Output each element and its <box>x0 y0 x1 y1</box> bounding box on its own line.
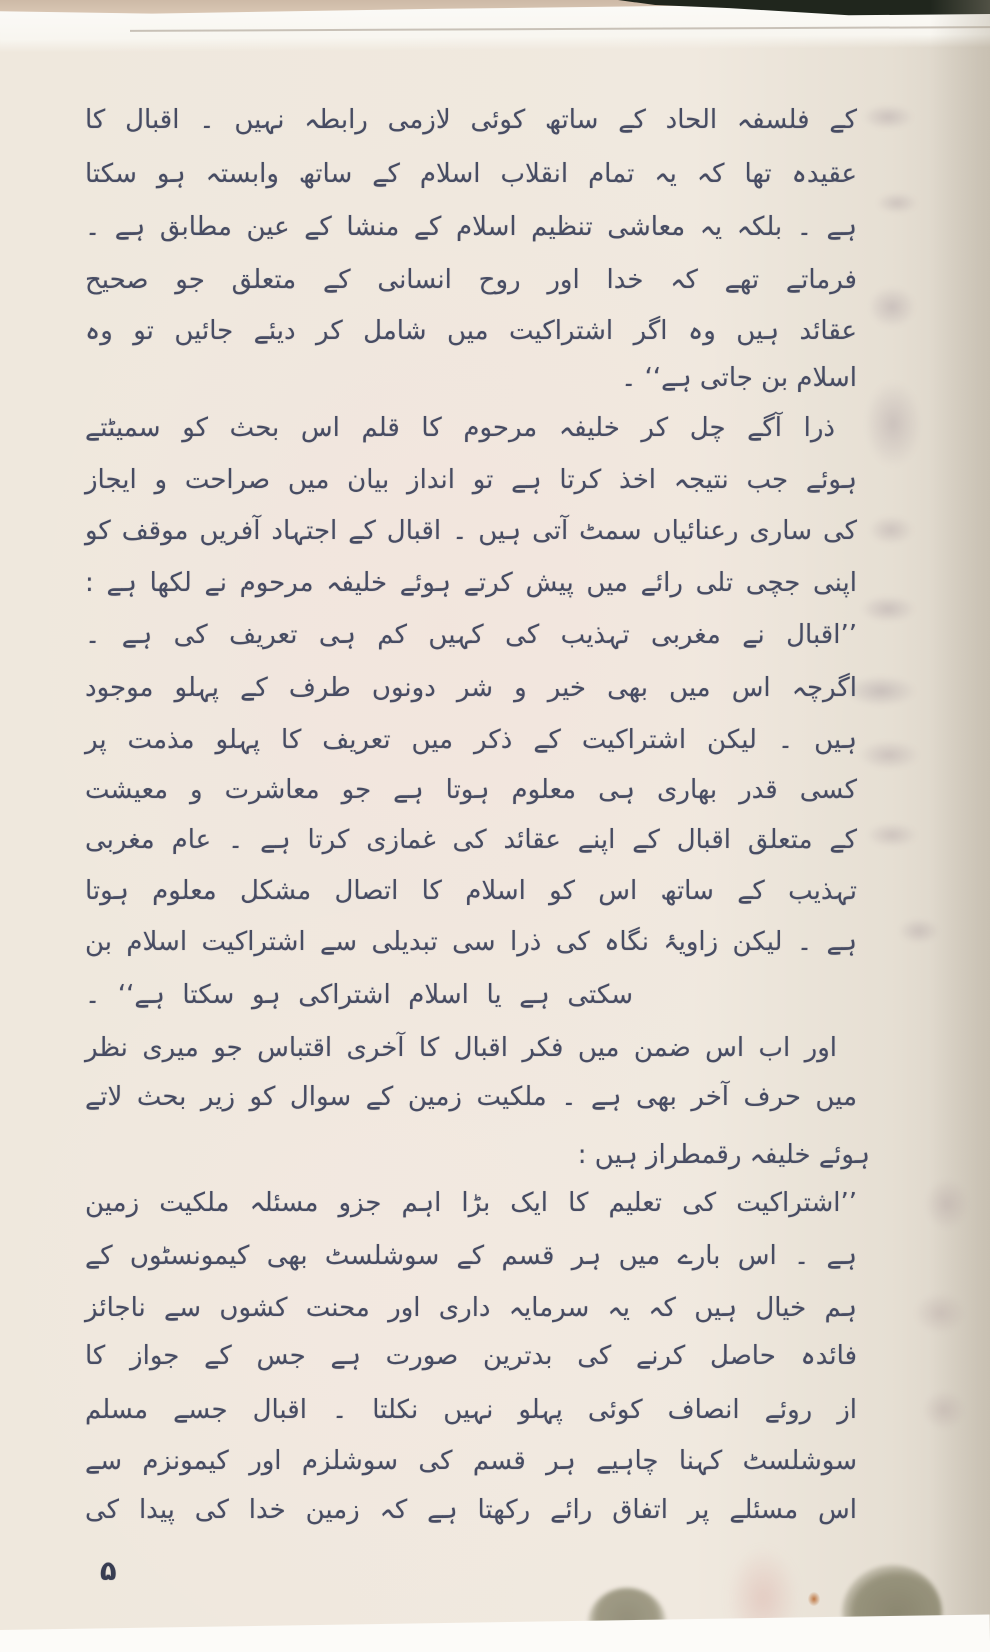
text-line: عقائد ہیں وہ اگر اشتراکیت میں شامل کر دیئے جائیں تو وہ <box>85 316 857 346</box>
text-line: اگرچہ اس میں بھی خیر و شر دونوں طرف کے پہلو موجود <box>85 673 857 703</box>
text-line: کے متعلق اقبال کے اپنے عقائد کی غمازی کرتا ہے ۔ عام مغربی <box>85 825 857 855</box>
text-line: ہے ۔ اس بارے میں ہر قسم کے سوشلسٹ بھی کیمونسٹوں کے <box>85 1241 857 1271</box>
text-line: تہذیب کے ساتھ اس کو اسلام کا اتصال مشکل معلوم ہوتا <box>85 876 857 906</box>
orange-speck <box>808 1592 820 1606</box>
text-line: ہم خیال ہیں کہ یہ سرمایہ داری اور محنت کشوں سے ناجائز <box>85 1293 857 1323</box>
text-line: ہوئے جب نتیجہ اخذ کرتا ہے تو انداز بیان میں صراحت و ایجاز <box>85 465 857 495</box>
bleedthrough-mark <box>868 286 916 328</box>
text-line: کی ساری رعنائیاں سمٹ آتی ہیں ۔ اقبال کے اجتہاد آفریں موقف کو <box>85 516 857 546</box>
bleedthrough-mark <box>898 918 940 944</box>
text-line: اسلام بن جاتی ہے‘‘ ۔ <box>621 363 857 393</box>
text-line: کے فلسفہ الحاد کے ساتھ کوئی لازمی رابطہ نہیں ۔ اقبال کا <box>85 105 857 135</box>
bleedthrough-mark <box>858 740 920 770</box>
text-line: فائدہ حاصل کرنے کی بدترین صورت ہے جس کے جواز کا <box>85 1341 857 1371</box>
bottom-edge-white-band <box>0 1614 990 1652</box>
text-line: میں حرف آخر بھی ہے ۔ ملکیت زمین کے سوال کو زیر بحث لاتے <box>85 1082 857 1112</box>
text-line: سوشلسٹ کہنا چاہیے ہر قسم کی سوشلزم اور کیمونزم سے <box>85 1446 857 1476</box>
bleedthrough-mark <box>866 822 918 848</box>
text-line: عقیدہ تھا کہ یہ تمام انقلاب اسلام کے ساتھ وابستہ ہو سکتا <box>85 159 857 189</box>
bleedthrough-mark <box>914 1292 966 1334</box>
text-line: ’’اشتراکیت کی تعلیم کا ایک بڑا اہم جزو مسئلہ ملکیت زمین <box>85 1188 857 1218</box>
text-line: اپنی جچی تلی رائے میں پیش کرتے ہوئے خلیفہ مرحوم نے لکھا ہے : <box>85 568 857 598</box>
text-line: ہے ۔ بلکہ یہ معاشی تنظیم اسلام کے منشا کے عین مطابق ہے ۔ <box>85 212 857 242</box>
text-line: فرماتے تھے کہ خدا اور روح انسانی کے متعلق جو صحیح <box>85 265 857 295</box>
text-line: ہیں ۔ لیکن اشتراکیت کے ذکر میں تعریف کا پہلو مذمت پر <box>85 725 857 755</box>
text-line: کسی قدر بھاری ہی معلوم ہوتا ہے جو معاشرت و معیشت <box>85 775 857 805</box>
text-line: سکتی ہے یا اسلام اشتراکی ہو سکتا ہے‘‘ ۔ <box>85 980 633 1010</box>
text-line: ہے ۔ لیکن زاویۂ نگاہ کی ذرا سی تبدیلی سے اشتراکیت اسلام بن <box>85 927 857 957</box>
text-line: ’’اقبال نے مغربی تہذیب کی کہیں کم ہی تعریف کی ہے ۔ <box>85 620 857 650</box>
text-line: ذرا آگے چل کر خلیفہ مرحوم کا قلم اس بحث کو سمیٹتے <box>85 413 835 443</box>
bleedthrough-mark <box>924 1178 970 1230</box>
text-line: اس مسئلے پر اتفاق رائے رکھتا ہے کہ زمین خدا کی پیدا کی <box>85 1495 857 1525</box>
bleedthrough-mark <box>876 192 918 214</box>
bleedthrough-mark <box>860 595 916 623</box>
text-line: ہوئے خلیفہ رقمطراز ہیں : <box>577 1140 870 1170</box>
bleedthrough-mark <box>862 104 914 130</box>
bleedthrough-mark <box>922 1390 966 1430</box>
bleedthrough-mark <box>868 515 914 545</box>
bleedthrough-mark <box>864 380 922 468</box>
text-line: اور اب اس ضمن میں فکر اقبال کا آخری اقتباس جو میری نظر <box>85 1033 837 1063</box>
text-line: از روئے انصاف کوئی پہلو نہیں نکلتا ۔ اقبال جسے مسلم <box>85 1395 857 1425</box>
page-number: ۵ <box>100 1556 117 1587</box>
